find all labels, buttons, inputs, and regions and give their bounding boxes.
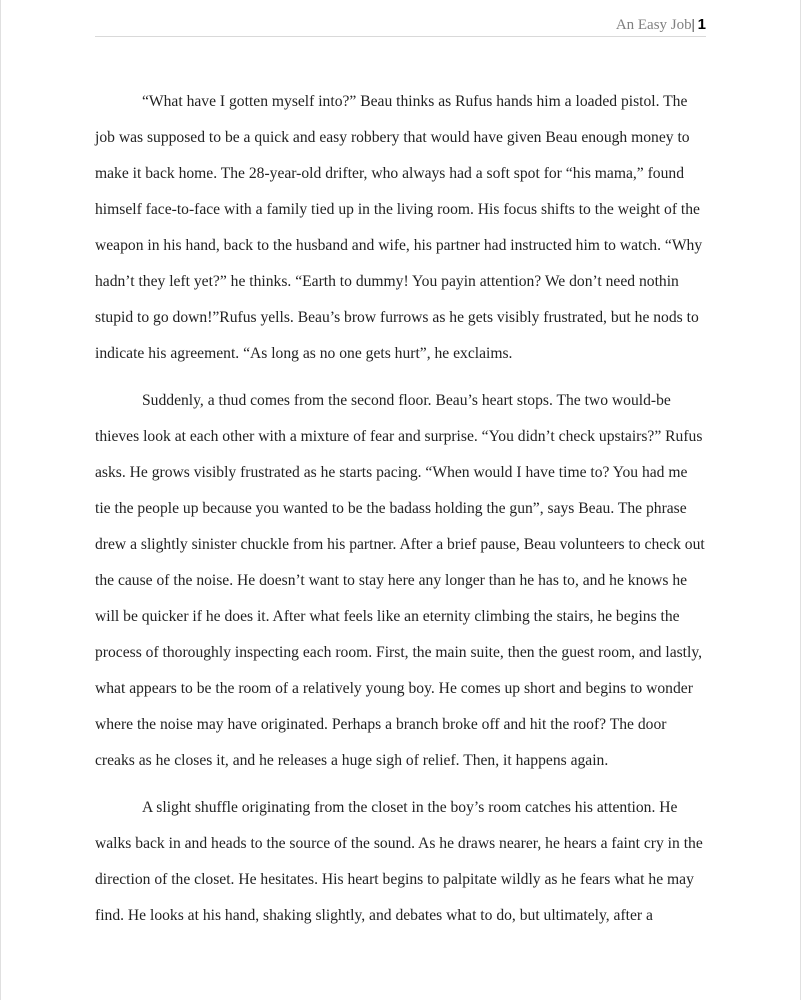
page-number: 1 <box>697 16 706 33</box>
header-title: An Easy Job <box>615 17 692 33</box>
paragraph-1: “What have I gotten myself into?” Beau thinks as Rufus hands him a loaded pistol. The job was supposed to be a quick and easy robbery that would have given Beau enough money to make it back home. The 28-year-old drifter, who always had a soft spot for “his mama,” found himself face-to-face with a family tied up in the living room. His focus shifts to the weight of the weapon in his hand, back to the husband and wife, his partner had instructed him to watch. “Why hadn’t they left yet?” he thinks. “Earth to dummy! You payin attention? We don’t need nothin stupid to go down!”Rufus yells. Beau’s brow furrows as he gets visibly frustrated, but he nods to indicate his agreement. “As long as no one gets hurt”, he exclaims. <box>95 93 703 362</box>
page-header <box>95 16 706 37</box>
paragraph-3: A slight shuffle originating from the closet in the boy’s room catches his attention. He walks back in and heads to the source of the sound. As he draws nearer, he hears a faint cry in the direction of the closet. He hesitates. His heart begins to palpitate wildly as he fears what he may find. He looks at his hand, shaking slightly, and debates what to do, but ultimately, after a <box>95 799 703 924</box>
paragraph-2: Suddenly, a thud comes from the second floor. Beau’s heart stops. The two would-be thieves look at each other with a mixture of fear and surprise. “You didn’t check upstairs?” Rufus asks. He grows visibly frustrated as he starts pacing. “When would I have time to? You had me tie the people up because you wanted to be the badass holding the gun”, says Beau. The phrase drew a slightly sinister chuckle from his partner. After a brief pause, Beau volunteers to check out the cause of the noise. He doesn’t want to stay here any longer than he has to, and he knows he will be quicker if he does it. After what feels like an eternity climbing the stairs, he begins the process of thoroughly inspecting each room. First, the main suite, then the guest room, and lastly, what appears to be the room of a relatively young boy. He comes up short and begins to wonder where the noise may have originated. Perhaps a branch broke off and hit the roof? The door creaks as he closes it, and he releases a huge sigh of relief. Then, it happens again. <box>95 392 705 769</box>
document-body <box>95 84 706 945</box>
header-separator: | <box>691 17 695 33</box>
